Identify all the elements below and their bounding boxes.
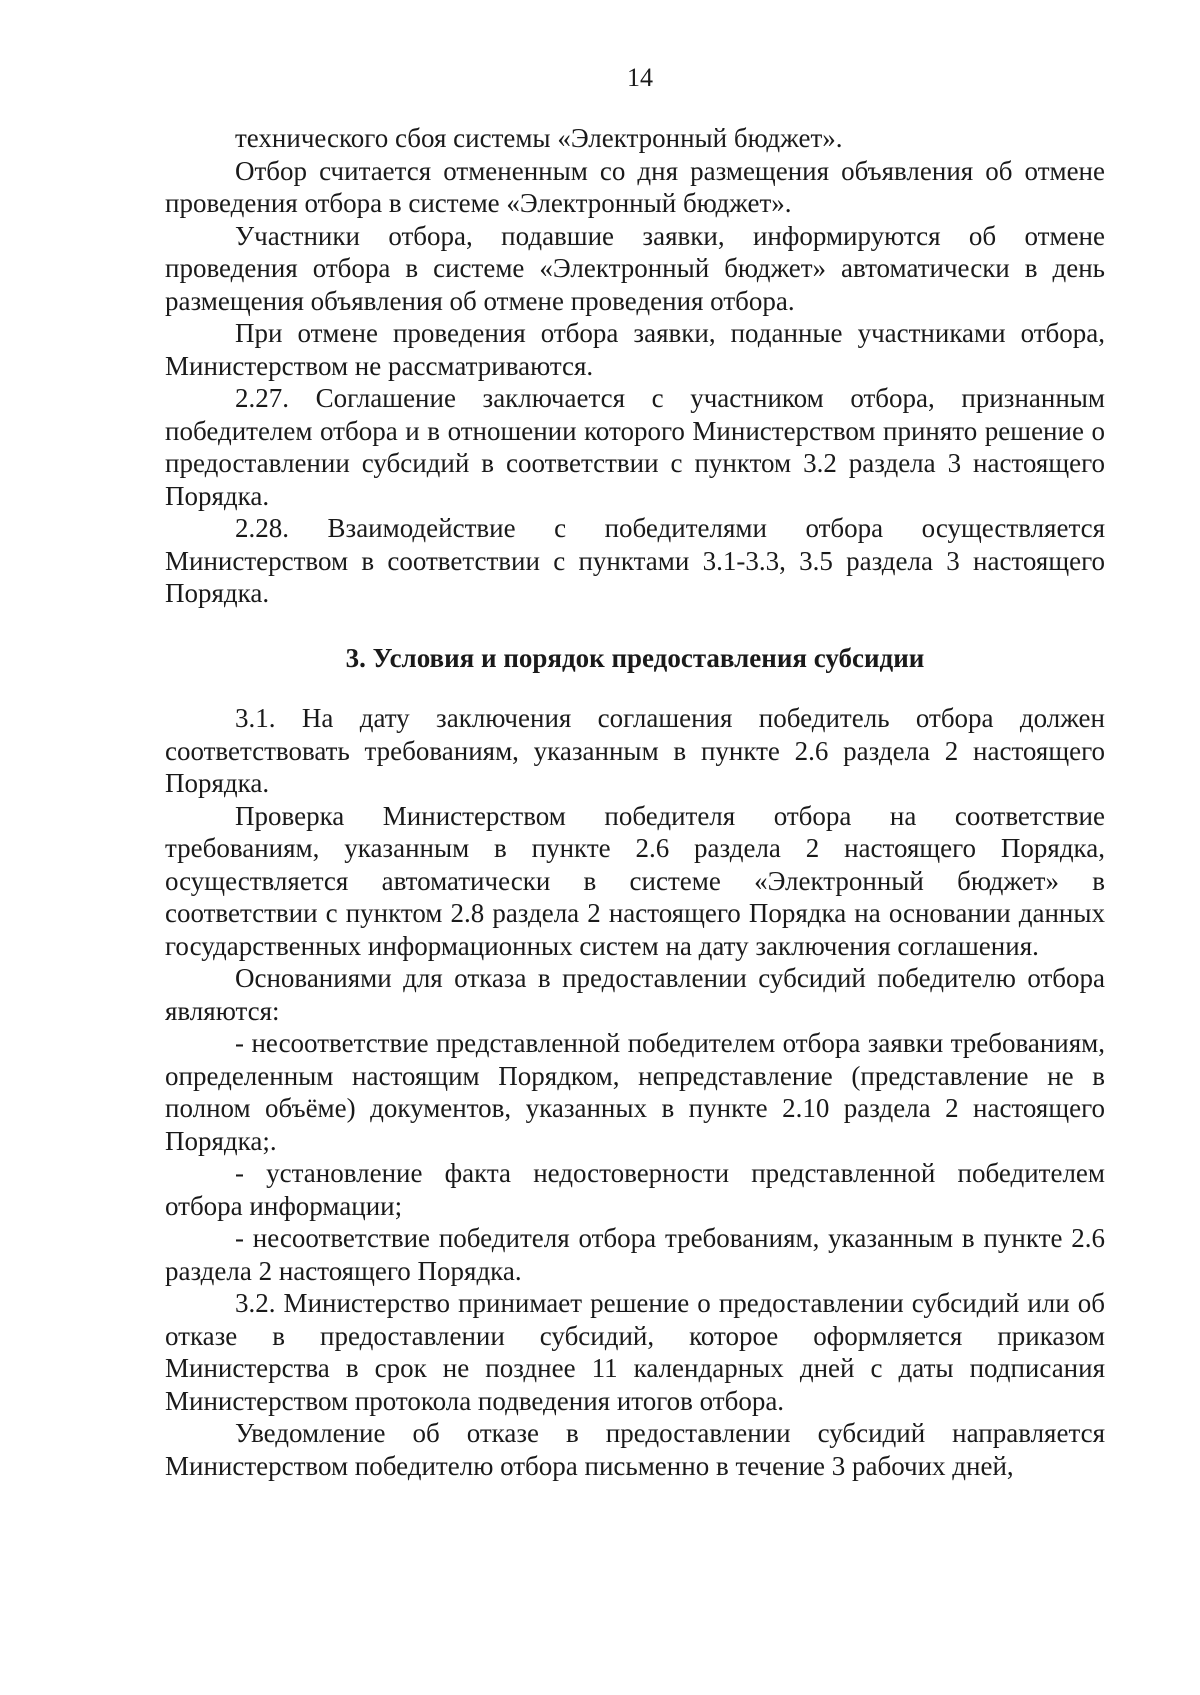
section-heading: 3. Условия и порядок предоставления субсидии: [345, 642, 925, 673]
paragraph-2-27: 2.27. Соглашение заключается с участником отбора, признанным победителем отбора и в отношении которого Министерством принято решение о предоставлении субсидий в соответствии с пунктом 3.2 раздела 3 настоящего Порядка.: [165, 383, 1105, 511]
paragraph: технического сбоя системы «Электронный бюджет».: [235, 123, 843, 153]
list-item: - установление факта недостоверности представленной победителем отбора информации;: [165, 1158, 1105, 1221]
paragraph: Основаниями для отказа в предоставлении субсидий победителю отбора являются:: [165, 963, 1105, 1026]
list-item: - несоответствие победителя отбора требованиям, указанным в пункте 2.6 раздела 2 настоящего Порядка.: [165, 1223, 1105, 1286]
paragraph: При отмене проведения отбора заявки, поданные участниками отбора, Министерством не рассматриваются.: [165, 318, 1105, 381]
paragraph-2-28: 2.28. Взаимодействие с победителями отбора осуществляется Министерством в соответствии с пунктами 3.1-3.3, 3.5 раздела 3 настоящего Порядка.: [165, 513, 1105, 608]
page-number: 14: [627, 63, 653, 92]
paragraph: Участники отбора, подавшие заявки, информируются об отмене проведения отбора в системе «Электронный бюджет» автоматически в день размещения объявления об отмене проведения отбора.: [165, 220, 1105, 316]
paragraph: Отбор считается отмененным со дня размещения объявления об отмене проведения отбора в системе «Электронный бюджет».: [165, 155, 1105, 218]
list-item: - несоответствие представленной победителем отбора заявки требованиям, определенным настоящим Порядком, непредставление (представление не в полном объёме) документов, указанных в пункте 2.10 раздела 2 настоящего Порядка;.: [165, 1028, 1105, 1156]
paragraph-3-1: 3.1. На дату заключения соглашения победитель отбора должен соответствовать требованиям, указанным в пункте 2.6 раздела 2 настоящего Порядка.: [165, 703, 1105, 798]
document-body: [165, 122, 1105, 1482]
paragraph: Проверка Министерством победителя отбора на соответствие требованиям, указанным в пункте 2.6 раздела 2 настоящего Порядка, осуществляется автоматически в системе «Электронный бюджет» в соответствии с пунктом 2.8 раздела 2 настоящего Порядка на основании данных государственных информационных систем на дату заключения соглашения.: [165, 800, 1105, 961]
paragraph: Уведомление об отказе в предоставлении субсидий направляется Министерством победителю отбора письменно в течение 3 рабочих дней,: [165, 1418, 1105, 1481]
paragraph-3-2: 3.2. Министерство принимает решение о предоставлении субсидий или об отказе в предоставлении субсидий, которое оформляется приказом Министерства в срок не позднее 11 календарных дней с даты подписания Министерством протокола подведения итогов отбора.: [165, 1288, 1105, 1416]
